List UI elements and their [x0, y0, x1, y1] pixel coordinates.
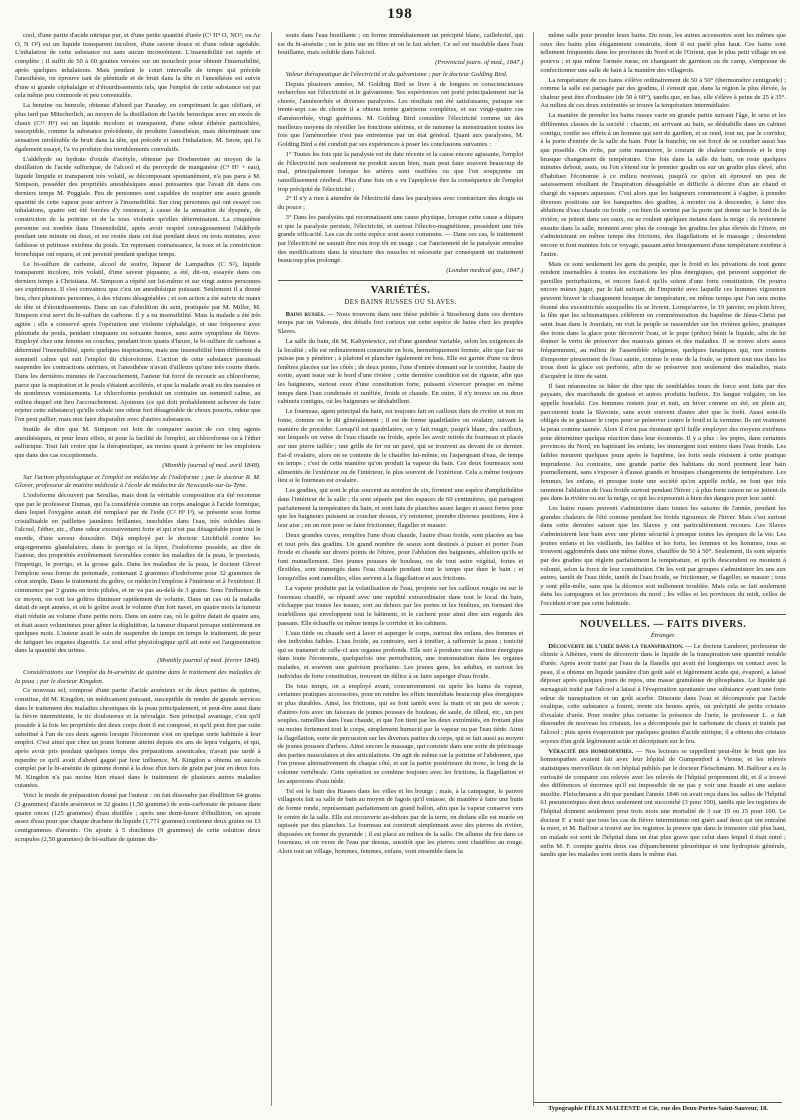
- paragraph: Inutile de dire que M. Simpson est loin de comparer aucun de ces cinq agents anesthésiques, ni pour leurs effets, ni pour la facilité de l'emploi, au chloroforme ou à l'éther sulfurique. Tout fait croire que la thérapeutique, au moins quant à présent ne les emploiera que dans des cas exceptionnels.: [15, 426, 261, 459]
- paragraph: L'aldéhyde ou hydrate d'oxide d'acétyle, obtenue par Doebereiner au moyen de la distillation de l'acide sulfurique, de l'alcool et du peroxyde de manganèse (C⁴ H³ + eau), liquide limpide et transparent très volatil, se décomposant spontanément, n'a pas paru à M. Simpson, posséder des propriétés anesthésiques aussi puissantes que l'avait dit dans ces derniers temps M. Poggiale. Peu de personnes sont capables de respirer une assez grande quantité de cette vapeur pour arriver à l'insensibilité. Sur cinq personnes qui ont essayé ces inhalations, quatre ont été forcées d'y renoncer, à cause de la sensation de dyspnée, de constriction de la poitrine et de la toux violente qu'elles déterminaient. La cinquième personne est tombée dans l'insensibilité, après avoir respiré courageusement l'aldéhyde pendant une minute ou deux, et est restée dans cet état pendant deux ou trois minutes, avec faiblesse et petitesse extrême du pouls. En reprenant connaissance, la toux et la constriction bronchique ont reparu, et ont persisté pendant quelque temps.: [15, 155, 261, 258]
- paragraph: [278, 311, 524, 337]
- paragraph: Voici le mode de préparation donné par l'auteur : on fait dissoudre par ébullition 64 grains (3 grammes) d'acide arsénieux et 32 grains (1,50 gramme) de sous-carbonate de potasse dans quatre onces (125 grammes) d'eau distillée ; après une demi-heure d'ébullition, on ajoute assez d'eau pour que chaque drachme du liquide (1,771 gramme) contienne deux grains ou 13 centigrammes d'arsenic. On ajoute à 5 drachmes (9 grammes) de cette solution deux scrupules (2,50 grammes) de bi-sulfate de quinine dis-: [15, 792, 261, 843]
- paragraph: cool, d'une partie d'acide nitrique pur, et d'une petite quantité d'urée (C² H⁴ O, NO²; ou Ac O, N O²) est un liquide transparent incolore, d'une saveur douce et d'une odeur agréable. L'inhalation de cette substance est sans aucun inconvénient. L'insensibilité est rapide et complète ; il suffit de 50 à 60 gouttes versées sur un mouchoir pour obtenir l'insensibilité, après quelques inhalations. Mais pendant le court intervalle de temps qui précède l'anesthésie, on éprouve tant de plénitude et de bruit dans la tête et l'anesthésie est suivie d'une si grande céphalalgie et d'étourdissements tels, que l'emploi de cette substance est par cela même peu commode et peu convenable.: [15, 32, 261, 100]
- article-heading: Considérations sur l'emploi du bi-arsénite de quinine dans le traitement des maladies de la peau ; par le docteur Kingdon.: [15, 669, 261, 685]
- paragraph: Tel est le bain des Russes dans les villes et les bourgs ; mais, à la campagne, le pauvre villageois fait sa salle de bain au moyen de fagots qu'il entasse, de manière à faire une butte de forme ronde, représentant parfaitement un grand ballon, afin que la vapeur conserve vers le centre de la salle. Elle est recouverte au-dehors par de la terre, en dedans elle est murée ou tapissée par des planches. Le fourneau est construit simplement avec des pierres de rivière, disposées en forme de pyramide ; il est placé au milieu de la salle. On allume du feu dans ce fourneau, et on verse de l'eau par dessus, aussitôt que les pierres sont chauffées au rouge. Alors tout un village, hommes, femmes, enfans, vont ensemble dans la: [277, 787, 524, 856]
- paragraph: L'eau tiède ou chaude sert à laver et asperger le corps, surtout des enfans, des femmes et des individus faibles. L'eau froide, au contraire, sert à tonifier, à raffermir la peau ; tonicité qui se transmet de celle-ci aux organes profonds. Elle sert à produire une réaction énergique dans toute l'économie, quelquefois une perturbation, une transmutation dans les organes malades, et souvent une guérison prochaine. Les jeunes gens, les adultes, et surtout les individus de forte constitution, trouvent un délice à se faire asperger d'eau froide.: [277, 629, 524, 680]
- news-section-title: NOUVELLES. — FAITS DIVERS.: [540, 614, 786, 631]
- paragraph: La température de ces bains s'élève ordinairement de 50 à 50° (thermomètre centigrade) ; comme la salle est partagée par des gradins, il s'ensuit que, dans la région la plus élevée, la chaleur peut être d'ordinaire (de 50 à 60°), tandis que, en bas, elle s'élève à peine de 25 à 35°. Au milieu de ces deux extrémités se trouve la température intermédiaire.: [540, 76, 787, 110]
- paragraph: La salle du bain, dit M. Kaltyniewicz, est d'une grandeur variable, selon les exigences de la localité ; elle est ordinairement construite en bois, hermétiquement fermée, afin que l'air ne puisse pas y pénétrer ; à plafond et plancher également en bois. Elle est garnie d'une ou deux fenêtres placées sur les côtés ; de deux portes, l'une d'entrée donnant sur le corridor, l'autre de sortie, ayant issue sur le bord d'une rivière ; cette dernière condition est de rigueur, afin que les baigneurs, surtout ceux d'une constitution forte, puissent s'exercer presque en même temps dans l'eau condensée et raréfiée, froide et chaude. En outre, il n'y trouve un ou deux cabinets contigus, où les baigneurs se déshabillent.: [277, 337, 524, 406]
- paragraph: Le fourneau, agent principal du bain, est toujours fait en cailloux durs de rivière et non en fonte, comme on le dit généralement ; il est de forme quadrilatère ou ovalaire, suivant la manière de procéder. Lorsqu'il est quadrilatère, on y fait rougir, jusqu'à blanc, des cailloux, sur lesquels on verse de l'eau chaude ou froide, après les avoir retirés du fourneau et placés sur une pierre taillée ; une grille de fer ou un pavé, qui se trouvent au devant de ce dernier. Est-il ovalaire, alors on se contente de le chauffer lui-même, en l'aspergeant d'eau, de temps en temps ; c'est de cette manière qu'on produit la vapeur du bain. Ces deux fourneaux sont alimentés de l'extérieur ou de l'intérieur, le plus souvent de l'extérieur. Cela a même toujours lieu si le fourneau est ovalaire.: [277, 408, 524, 485]
- column-1: [14, 32, 261, 1106]
- paragraph: souts dans l'eau bouillante ; on forme immédiatement un précipité blanc, caillebotté, qui est du bi-arsénite ; on le jette sur un filtre et on le fait sécher. Ce sel est insoluble dans l'eau bouillante, mais soluble dans l'alcool.: [277, 32, 524, 57]
- paragraph-text: — Nos lecteurs se rappellent peut-être le bruit que les homœopathes avaient fait avec leur hôpital de Gumpendorf à Vienne, et les relevés statistiques merveilleux de cet hôpital publiés par le docteur Fleischmann. M. Balfour a eu la curiosité de comparer ces relevés avec les relevés de l'hôpital proprement dit, et il a trouvé des différences si énormes qu'il est impossible de ne pas y voir une fraude et une audace insolite. Fleischmann a dit que pendant l'année 1846 on avait reçu dans les salles de l'hôpital 61 pneumoniques dont deux seulement ont succombé (3 pour 100), tandis que les registres de l'hôpital donnent seulement pour trois mois une mortalité de 3 sur 19 ou 15 pour 100. Le docteur F. a noté que tous les cas de fièvre intermittente ont guéri sauf deux qui ont entraîné la mort, et M. Balfour a trouvé sur les registres la preuve que dans le trimestre cité plus haut, un malade est sorti de l'hôpital dans un état plus grave que celui dans lequel il était entré ; enfin M. F. compte guéris deux cas d'épanchement pleurétique et une hydropisie générale, tandis que les malades sont sortis dans le même état.: [540, 747, 787, 859]
- paragraph: même salle pour prendre leurs bains. Du reste, les autres accessoires sont les mêmes que ceux des bains plus élégamment construits, dont il est parlé plus haut. Ces bains sont tellement fréquentés dans les provinces du Nord et de l'Orient, que le plus petit village en est pourvu ; et que même l'armée russe, en changeant de garnison ou de camp, s'empresse de confectionner une salle de bain à la manière des villageois.: [540, 32, 787, 74]
- paragraph: [540, 748, 786, 860]
- paragraph: Depuis plusieurs années, M. Golding Bird se livre à de longues et consciencieuses recherches sur l'électricité et le galvanisme. Ses expériences ont porté principalement sur la chorée, l'aménorrhée et diverses paralysies. Les résultats ont été satisfaisants, puisque sur trente-sept cas de chorée il a obtenu trente guérisons complètes, et sur vingt-quatre cas d'aménorrhée, vingt guérisons. M. Golding Bird considère l'électricité comme un des meilleurs moyens de réveiller les fonctions utérines, et de ramener la menstruation toutes les fois que l'aménorrhée n'est pas entretenue par un état général. Quant aux paralysies, M. Golding Bird a été conduit par ses expériences à poser les conclusions suivantes :: [277, 80, 524, 149]
- run-in-heading: Découverte de l'urée dans la transpiration.: [548, 642, 684, 650]
- paragraph: De tous temps, on a employé avant, concurremment ou après les bains de vapeur, certaines pratiques accessoires, pour en rendre les effets immédiats beaucoup plus énergiques et plus durables. Ainsi, les frictions, qui se font tantôt avec la main et un peu de savon ; d'autres fois avec un faisceau de jeunes pousses de bouleau, de saule, de tilleul, etc., un peu souples, ramollies dans l'eau chaude, et que l'on tient par les deux extrémités, en frottant plus ou moins fortement tout le corps, simplement humecté par la vapeur ou par l'eau tiède. Ainsi la flagellation, sorte de percussion sur les diverses parties du corps, qui se fait aussi au moyen de jeunes pousses d'arbres. Ainsi encore le massage, qui consiste dans une sorte de pétrissage des parties musculaires et des articulations. On agit de même sur la poitrine et l'abdomen, que l'on presse alternativement de chaque côté, et sur la partie postérieure du tronc, le long de la colonne vertébrale. Cette opération se combine toujours avec les frictions, la flagellation et les aspersions d'eau tiède.: [277, 682, 524, 785]
- paragraph-text: — Le docteur Landerer, professeur de chimie à Athènes, vient de découvrir dans le liquide de la transpiration une quantité notable d'urée. Après avoir traité par l'eau de la flanelle qui avait été longtemps en contact avec la peau, il a obtenu un liquide jaunâtre d'un goût salé et légèrement acide qui, évaporé, a laissé déposer après quelques jours de repos, une masse granuleuse de phosphates. Le liquide qui surnageait traité par l'alcool a laissé à l'évaporation spontanée une substance ayant une forte odeur de transpiration et un goût acerbe. Dissoute dans l'eau et décomposée par l'acide oxalique, cette substance a fourni, trente six heures après, un précipité de petits cristaux d'oxalate d'urée. Pour rendre plus certaine la présence de l'urée, le professeur L. a fait dissoudre de nouveau les cristaux, les a décomposés par le carbonate de chaux et traités par l'alcool ; puis après évaporation par quelques gouttes d'acide nitrique, il a obtenu des cristaux soyeux d'un goût légèrement acide et décrépitant sur le feu.: [540, 642, 787, 745]
- column-3: [533, 32, 786, 1106]
- paragraph: 2° Il n'y a rien à attendre de l'électricité dans les paralysies avec contracture des doigts ou du pouce ;: [277, 195, 524, 212]
- source-citation: (Provincial journ. of med., 1847.): [435, 59, 524, 67]
- text-columns: [14, 32, 786, 1106]
- paragraph: Deux grandes cuves, remplies l'une d'eau chaude, l'autre d'eau froide, sont placées au bas et tout près des gradins. Un grand nombre de seaux sont destinés à puiser et porter l'eau froide et chaude sur divers points de l'étuve, pour l'ablution des baigneurs, ablution qu'ils se font mutuellement. Des jeunes pousses de bouleau, ou de tout autre végétal, fortes et flexibles, sont immergés dans l'eau chaude pendant tout le temps que dure le bain ; et lorsqu'elles sont ramollies, elles servent à la flagellation et aux frictions.: [277, 531, 524, 583]
- paragraph: La benzine ou benzole, obtenue d'abord par Faraday, en comprimant le gaz oléfiant, et plus tard par Mitscherlich, au moyen de la distillation de l'acide benzoïque avec un excès de chaux (C¹² H⁶) est un liquide incolore et transparent, d'une odeur éthérée particulière, susceptible, comme la substance précédente, de produire l'anesthésie, mais déterminant une sensation intolérable de bruit dans la tête, qui précède et suit l'inhalation. M. Snow, qui l'a également essayé, l'a vu produire des tremblements convulsifs.: [15, 102, 261, 153]
- section-title: VARIÉTÉS.: [278, 280, 524, 298]
- news-section-subtitle: Étranger.: [650, 631, 676, 639]
- paragraph: 3° Dans les paralysies qui reconnaissent une cause physique, lorsque cette cause a disparu et que la paralysie persiste, l'électricité, et surtout l'électro-magnétisme, possèdent une très grande efficacité. Les cas de cette espèce sont assez communs. — Dans ces cas, le traitement par l'électricité ne saurait être mis trop tôt en usage ; car l'ancienneté de la paralysie entraîne des modifications dans la structure des muscles et nécessite par conséquent un traitement beaucoup plus prolongé.: [277, 214, 524, 265]
- section-subtitle: DES BAINS RUSSES OU SLAVES.: [344, 298, 457, 306]
- source-citation: (London medical gaz., 1847.): [446, 267, 524, 275]
- paragraph: Les gradins, qui sont le plus souvent au nombre de six, forment une espèce d'amphithéâtre dans l'intérieur de la salle ; ils sont séparés par des espaces de 60 centimètres, qui partagent parfaitement la température du bain, et sont faits de planches assez larges et assez fortes pour que les baigneurs puissent se coucher dessus, s'y retourner, prendre diverses positions, être à leur aise ; en un mot pour se faire frictionner, flageller et masser.: [277, 487, 524, 529]
- source-citation: (Monthly journal of med. avril 1848).: [162, 461, 261, 469]
- paragraph: Le bi-sulfure de carbone, alcool de soufre, liqueur de Lampadius (C S²), liquide transparent incolore, très volatil, d'une saveur piquante, a été, dit-on, essayée dans ces derniers temps à Christiana. M. Simpson a répété sur lui-même et sur vingt autres personnes ses expériences. Il s'est convaincu que c'est un anesthésique puissant. Seulement il a donné lieu, chez plusieurs personnes, à des visions désagréables ; et son action a été suivie de maux de tête et d'étourdissements. Dans un cas d'abolition du sein, pratiquée par M. Miller, M. Simpson s'est servi du bi-sulfure de carbone. Il y a eu insensibilité. Mais la malade a été très agitée ; elle a conservé après l'opération une violente céphalalgie, et une fréquence avec plénitude du pouls, pendant cinquante ou soixante heures, sans autre symptôme de fièvre. Employé chez une femme en couches, pendant trois quarts d'heure, le bi-sulfure de carbone a déterminé l'insensibilité, après quelques inspirations, mais une insensibilité bien différente du sommeil calme qui suit l'emploi du chloroforme. L'action de cette substance paraissait suspendre les contractions utérines, et l'anesthésie n'avait d'ailleurs qu'une très courte durée. Dans les dernières minutes de l'accouchement, l'auteur fut forcé de recourir au chloroforme, parce que la respiration et le pouls s'étaient accélérés, et que la malade avait eu des nausées et de nombreux vomissements. Le chloroforme produisit un contraire un sommeil calme, au milieu duquel eut lieu l'accouchement. Ajoutons (ce qui doit probablement achever de faire rejeter cette substance) qu'elle exhale une odeur fort désagréable de choux pourris, odeur que l'on peut pallier, mais non faire disparaître avec d'autres substances.: [15, 260, 261, 424]
- column-2: [271, 32, 524, 1106]
- printer-imprint: Typographie FÉLIX MALTESTE et Cie, rue des Deux-Portes-Saint-Sauveur, 18.: [534, 1102, 782, 1112]
- paragraph-text: — Nous trouvons dans une thèse publiée à Strasbourg dans ces derniers temps par un Valonais, des détails fort curieux sur cette espèce de bains chez les peuples Slaves.: [277, 310, 524, 335]
- paragraph: Mais ce sont seulement les gens du peuple, que le froid et les privations de tout genre rendent insensibles à toutes les excitations les plus énergiques, qui peuvent supporter de pareilles perturbations, et encore faut-il qu'ils soient d'une forte constitution. On pourra encore mieux juger, par le fait suivant, de l'impunité avec laquelle ces hommes vigoureux peuvent braver le changement brusque de température, en même temps que l'on sera moins étonné des excentricités auxquelles ils se livrent. Lorsqu'arrive, le 19 janvier, en plein hiver, la fête que les schismatiques célèbrent en commémoration du baptême de Jésus-Christ par saint Jean dans le Jourdain, on voit le peuple se rassembler sur les rivières gelées, pratiquer des trous dans la glace pour découvrir l'eau, et le pope (prêtre) bénit le liquide, afin de lui donner la vertu de préserver des mauvais génies et des maladies. Il se trouve alors assez fréquemment, au milieu de l'assemblée religieuse, quelques fanatiques qui, non contens d'emporter pieusement de l'eau sainte, comme le reste de la foule, se jettent tout nus dans les trous dont la glace est perforée, afin de se préserver non seulement des maladies, mais d'acquérir le titre de saint.: [540, 260, 787, 380]
- paragraph: [540, 643, 786, 747]
- newspaper-page: [14, 6, 786, 1114]
- run-in-heading: Bains russes.: [285, 310, 325, 318]
- paragraph: La manière de prendre les bains russes varie en grande partie suivant l'âge, le sexe et les différentes classes de la société : chacun, en arrivant au bain, se déshabille dans un cabinet contigu, confie ses effets à un homme qui sert de gardien, et se rend, tout nu, par le corridor, à la porte d'entrée de la salle du bain. Pour la franchir, on est forcé de se courber aussi bas que possible. On évite, par cette manœuvre, le courant de chaleur condensée et le trop brusque changement de température. Une fois dans la salle du bain, on reste quelques minutes debout, assis, ou l'on s'étend sur le premier gradin ou sur un gradin plus élevé, afin d'habituer l'économie à ce milieu nouveau, jusqu'à ce qu'on ait éprouvé un peu de saisissement résultant de l'inspiration désagréable et difficile à décrire d'un air chaud et chargé de vapeurs aqueuses. C'est alors que les baigneurs commencent à s'agiter, à prendre diverses positions sur les banquettes des gradins, à monter ou à descendre, à faire des ablutions d'eau chaude ou froide ; on bien ils sortent par la porte qui donne sur le bord de la rivière, se jettent dans ses eaux, ou se roulent quelques instans dans la neige ; ils reviennent ensuite dans la salle, montent avec plus de courage les gradins les plus élevés de l'étuve, en s'administrant en même temps des frictions, des flagellations et le massage ; descendent encore et font maintes fois ce voyage, passant ainsi brusquement d'une température extrême à l'autre.: [540, 112, 787, 258]
- run-in-heading: Véracité des homœopathes.: [548, 747, 634, 755]
- paragraph: Les bains russes peuvent s'administrer dans toutes les saisons de l'année, pendant les grandes chaleurs de l'été comme pendant les froids rigoureux de l'hiver. Mais c'est surtout dans cette dernière saison que les Slaves y ont particulièrement recours. Les Slaves s'administrent leur bain avec une pleine sécurité à presque toutes les époques de la vie. Les jeunes enfans et les vieillards, les faibles et les forts, les femmes et les hommes, tous se trouvent agglomérés dans une même étuve, chauffée de 50 à 50°. Seulement, ils sont séparés par des gradins qui règlent parfaitement la température, et qu'ils descendent ou montent à volonté, selon la force de leur constitution. On les voit par groupes s'administrer les uns aux autres, tantôt de l'eau tiède, tantôt de l'eau froide, se frictionner, se flageller, se masser ; tous y sont pêle-mêle, sans que la décence soit nullement troublée. Mais cela se fait seulement dans les campagnes et les provinces du nord ; les villes et les provinces du midi, celles de l'occident n'ont pas cette habitude.: [540, 505, 787, 608]
- paragraph: La vapeur produite par la volatilisation de l'eau, projetée sur les cailloux rougis ou sur le fourneau chauffé, se répand avec une rapidité extraordinaire dans tout le local du bain, s'échappe par toutes les issues, sort au dehors par les portes et les fenêtres, en formant des tourbillons qui enveloppent tout le bâtiment, et le cachent pour ainsi dire aux regards des passans. Elle échauffe en même temps le corridor et les cabinets.: [277, 585, 524, 627]
- source-citation: (Monthly journal of med. février 1848).: [157, 657, 261, 665]
- article-heading: Valeur thérapeutique de l'électricité et du galvanisme ; par le docteur Golding Bird.: [285, 70, 508, 78]
- paragraph: Il faut néanmoins se hâter de dire que de semblables tours de force sont faits par des paysans, des marchands de graisse et autres produits huileux. En langue vulgaire, on les appelle bourlaki. Ces hommes restent jour et nuit, en hiver comme en été, en plein air, parcourent toute la Slavonie, sans avoir souvent d'autre abri que la forêt. Aussi sont-ils obligés de se graisser le corps pour se préserver contre le froid et la vermine. Ils ont vraiment la peau comme tannée. Alors il n'est pas étonnant qu'il faille employer des moyens extrêmes pour déterminer quelque réaction dans leur économie. Il y a plus : les popes, dans certaines provinces du Nord, en baptisant les enfans, les immergent tout entiers dans l'eau froide. Les faibles meurent quelques jours après le baptême, les forts seuls résistent à cette pratique imprudente. Au contraire, une grande partie des habitans du nord prennent leur bain journellement, sans s'exposer à d'aussi grands et brusques changements de température. Les femmes, les enfans, et presque toute une société qu'on appelle noble, ne font que très rarement l'ablution de l'eau froide surtout pendant l'hiver ; à plus forte raison ne se jettent-ils pas dans la rivière ou sur la neige, ce qui les exposerait à bien des dangers pour leur santé.: [540, 382, 787, 503]
- paragraph: 1° Toutes les fois que la paralysie est de date récente et la cause encore agissante, l'emploi de l'électricité non seulement ne produit aucun bien, mais peut faire souvent beaucoup de mal, principalement lorsque les artères sont ossifiées ou que l'on soupçonne un ramollissement cérébral. Plus d'une fois on a vu l'apoplexie être la conséquence de l'emploi trop précipité de l'électricité ;: [277, 150, 524, 193]
- page-number: 198: [387, 6, 413, 22]
- paragraph: Ce nouveau sel, composé d'une partie d'acide arsénieux et de deux parties de quinine, constitue, dit M. Kingdon, un médicament puissant, susceptible de rendre de grands services dans le traitement des maladies chroniques de la peau principalement, et peut-être aussi dans la fièvre intermittente, le tic douloureux et la névralgie. Son principal avantage, c'est qu'il possède à la fois les propriétés des deux corps dont il est composé, et qu'il peut être par suite substitué à l'un de ces deux agents lorsque l'économie s'est en quelque sorte habituée à leur emploi. C'est ainsi que chez un jeune homme atteint depuis six ans de lepra vulgaris, et qui, après avoir pris pendant quelques temps des préparations arsenicales, n'avait pas tardé à reperdre ce qu'il avait d'abord gagné par leur influence, M. Kingdon a obtenu un succès complet par le bi-arsénite de quinine donné à la dose d'un tiers de grain par jour en deux fois. M. Kingdon n'a pas moins bien réussi dans le traitement de plusieurs autres maladies cutanées.: [15, 687, 261, 790]
- paragraph: L'iodoforme découvert par Serullas, mais dont la véritable composition n'a été reconnue que par le professeur Dumas, qui l'a considérée comme un corps analogue à l'acide formique, dans lequel l'oxygène aurait été remplacé par de l'iode (C² H³ I³), se présente sous forme cristallisable en paillettes jaunâtres brillantes, insolubles dans l'eau, très solubles dans l'alcool, l'éther, etc., d'une odeur excessivement forte et qui n'est pas désagréable pour tout le monde, d'une saveur douceâtre. Déjà employé par le docteur Litchfield contre les engorgements glandulaires, dans le porrigo et la lèpre, l'iodoforme possède, au dire de l'auteur, des propriétés extrêmement favorables contre les maladies de la peau, le psoriasis, l'impetigo, le porrigo, et la grosse gale. Dans les maladies de la peau, le docteur Glover l'emploie sous forme de pommade, contenant 2 grammes d'iodoforme pour 32 grammes de cérat simple. Dans le traitement du goître, ce médecin l'emploie à l'intérieur et à l'extérieur. Il commence par 3 grains en trois pilules, et ne va pas au-delà de 3 grains. Sous l'influence de ce moyen, on voit les goîtres diminuer rapidement de volume. Dans un cas où la maladie datait de sept années, et où le goître avait le volume d'un fort navet, en quatre mois la tumeur était réduite au volume d'une petite noix. Dans un autre cas, où le goître datait de quatre ans, et était assez volumineux pour gêner la déglutition, la tumeur disparut presque entièrement en quelques mois. L'auteur avait le soin de suspendre de temps en temps le traitement, de peur de fatiguer les organes digestifs. Le seul effet physiologique qu'il ait noté est l'augmentation dans la quantité des urines.: [15, 491, 261, 655]
- article-heading: Sur l'action physiologique et l'emploi en médecine de l'iodoforme ; par le docteur R. M. Glover, professeur de matière médicale à l'école de médecine de Newcastle-sur-la-Tyne.: [15, 473, 261, 490]
